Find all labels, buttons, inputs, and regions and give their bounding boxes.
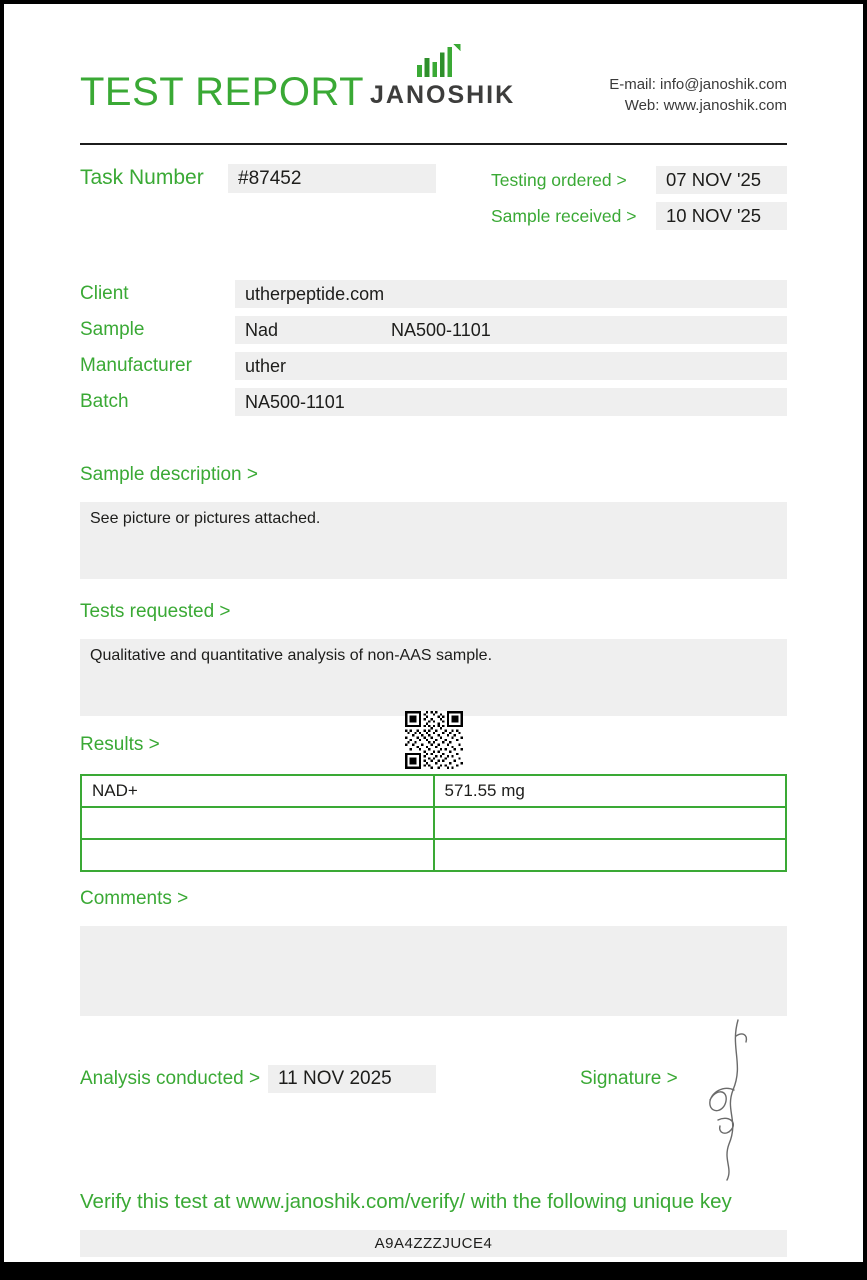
client-value: utherpeptide.com: [235, 280, 787, 308]
table-row: [81, 839, 786, 871]
bottom-black-bar: [4, 1262, 863, 1276]
client-label: Client: [80, 283, 129, 304]
table-row: [81, 775, 786, 807]
logo-wordmark: JANOSHIK: [370, 81, 516, 109]
chart-logo-icon: [411, 44, 465, 80]
batch-label: Batch: [80, 391, 129, 412]
table-row: [81, 807, 786, 839]
sample-description-heading: Sample description >: [80, 464, 258, 485]
contact-web: Web: www.janoshik.com: [624, 97, 787, 114]
tests-requested-text: Qualitative and quantitative analysis of non-AAS sample.: [80, 639, 787, 716]
qr-code: [405, 711, 463, 769]
testing-ordered-date: 07 NOV '25: [656, 166, 787, 194]
manufacturer-value: uther: [235, 352, 787, 380]
analysis-conducted-label: Analysis conducted >: [80, 1068, 261, 1089]
unique-key: A9A4ZZZJUCE4: [80, 1230, 787, 1257]
results-table: [80, 774, 787, 872]
results-heading: Results >: [80, 734, 160, 755]
sample-label: Sample: [80, 319, 145, 340]
comments-heading: Comments >: [80, 888, 189, 909]
report-title: TEST REPORT: [80, 70, 365, 114]
comments-text: [80, 926, 787, 1016]
task-number-value: #87452: [228, 164, 436, 193]
tests-requested-heading: Tests requested >: [80, 601, 231, 622]
verify-instruction: Verify this test at www.janoshik.com/verify/ with the following unique key: [80, 1190, 732, 1213]
signature-label: Signature >: [580, 1068, 678, 1089]
testing-ordered-label: Testing ordered >: [491, 170, 627, 190]
sample-name: Nad: [245, 319, 279, 340]
task-number-label: Task Number: [80, 166, 204, 189]
result-amount: [434, 839, 787, 871]
result-substance: NAD+: [81, 775, 434, 807]
header-divider: [80, 143, 787, 145]
sample-description-text: See picture or pictures attached.: [80, 502, 787, 579]
sample-received-label: Sample received >: [491, 206, 637, 226]
result-substance: [81, 839, 434, 871]
result-amount: [434, 807, 787, 839]
sample-value: [235, 316, 787, 344]
sample-code: NA500-1101: [391, 319, 491, 340]
manufacturer-label: Manufacturer: [80, 355, 192, 376]
sample-received-date: 10 NOV '25: [656, 202, 787, 230]
result-amount: 571.55 mg: [434, 775, 787, 807]
contact-info: [609, 74, 787, 116]
batch-value: NA500-1101: [235, 388, 787, 416]
janoshik-logo: [370, 44, 516, 110]
contact-email: E-mail: info@janoshik.com: [609, 76, 787, 93]
result-substance: [81, 807, 434, 839]
signature-image: [680, 1016, 776, 1184]
analysis-conducted-date: 11 NOV 2025: [268, 1065, 436, 1093]
